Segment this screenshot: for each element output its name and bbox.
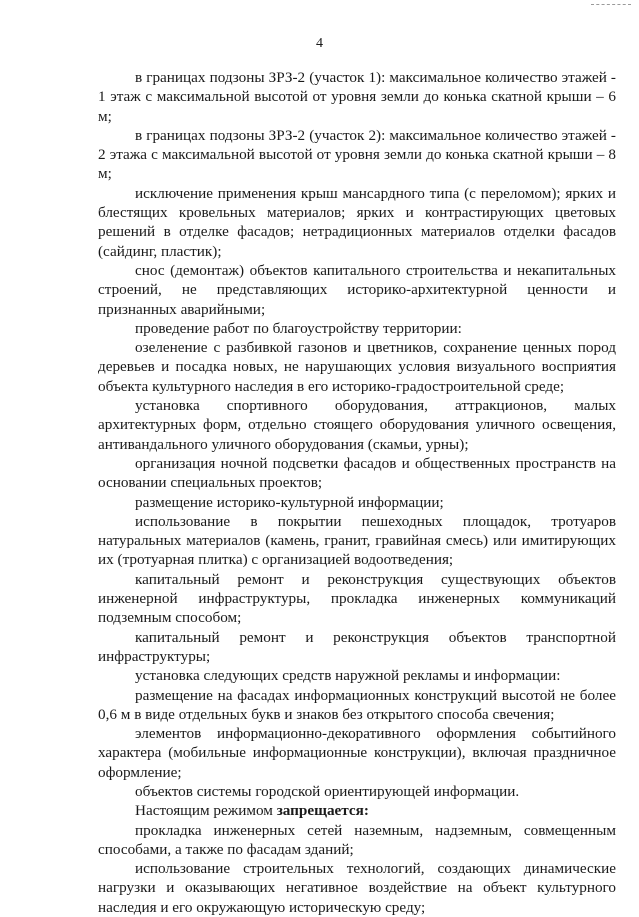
document-body	[98, 68, 616, 917]
paragraph-engineering-infrastructure: капитальный ремонт и реконструкция существующих объектов инженерной инфраструктуры, прокладка инженерных коммуникаций подземным способом;	[98, 570, 616, 627]
paragraph-zrz2-plot1: в границах подзоны ЗРЗ-2 (участок 1): максимальное количество этажей - 1 этаж с максимальной высотой от уровня земли до конька скатной крыши – 6 м;	[98, 69, 616, 125]
paragraph-advertising-heading: установка следующих средств наружной рекламы и информации:	[135, 667, 561, 685]
paragraph-equipment-installation: установка спортивного оборудования, аттракционов, малых архитектурных форм, отдельно стоящего оборудования уличного освещения, антивандального уличного оборудования (скамьи, урны);	[98, 397, 616, 453]
paragraph-wayfinding: объектов системы городской ориентирующей информации.	[135, 782, 520, 800]
paragraph-cultural-info: размещение историко-культурной информации;	[135, 493, 444, 511]
paragraph-roof-facade-restrictions: исключение применения крыш мансардного типа (с переломом); ярких и блестящих кровельных материалов; ярких и контрастирующих цветовых решений в отделке фасадов; нетрадиционных материалов отделки фасадов (сайдинг, пластик);	[98, 184, 616, 260]
paragraph-greening: озеленение с разбивкой газонов и цветников, сохранение ценных пород деревьев и посадка новых, не нарушающих условия визуального восприятия объекта культурного наследия в его историко-градостроительной среде;	[98, 339, 616, 395]
scan-edge-mark	[591, 0, 631, 5]
paragraph-transport-infrastructure: капитальный ремонт и реконструкция объектов транспортной инфраструктуры;	[98, 628, 616, 665]
paragraph-event-decoration: элементов информационно-декоративного оформления событийного характера (мобильные информационные конструкции), включая праздничное оформление;	[98, 725, 616, 781]
prohibited-item-construction-tech: использование строительных технологий, создающих динамические нагрузки и оказывающих негативное воздействие на объект культурного наследия и его окружающую историческую среду;	[98, 860, 616, 916]
paragraph-landscaping-heading: проведение работ по благоустройству территории:	[135, 319, 462, 337]
prohibited-heading-emphasis: запрещается:	[276, 802, 369, 820]
paragraph-night-lighting: организация ночной подсветки фасадов и общественных пространств на основании специальных проектов;	[98, 454, 616, 492]
prohibited-heading	[98, 801, 616, 820]
prohibited-heading-prefix: Настоящим режимом	[135, 802, 277, 820]
paragraph-facade-signage: размещение на фасадах информационных конструкций высотой не более 0,6 м в виде отдельных букв и знаков без открытого способа свечения;	[98, 686, 616, 723]
prohibited-item-networks: прокладка инженерных сетей наземным, надземным, совмещенным способами, а также по фасадам зданий;	[98, 821, 616, 858]
page-number: 4	[316, 36, 323, 51]
paragraph-demolition: снос (демонтаж) объектов капитального строительства и некапитальных строений, не представляющих историко-архитектурной ценности и признанных аварийными;	[98, 261, 616, 318]
paragraph-zrz2-plot2: в границах подзоны ЗРЗ-2 (участок 2): максимальное количество этажей - 2 этажа с максимальной высотой от уровня земли до конька скатной крыши – 8 м;	[98, 126, 616, 183]
paragraph-paving-materials: использование в покрытии пешеходных площадок, тротуаров натуральных материалов (камень, гранит, гравийная смесь) или имитирующих их (тротуарная плитка) с организацией водоотведения;	[98, 512, 616, 569]
